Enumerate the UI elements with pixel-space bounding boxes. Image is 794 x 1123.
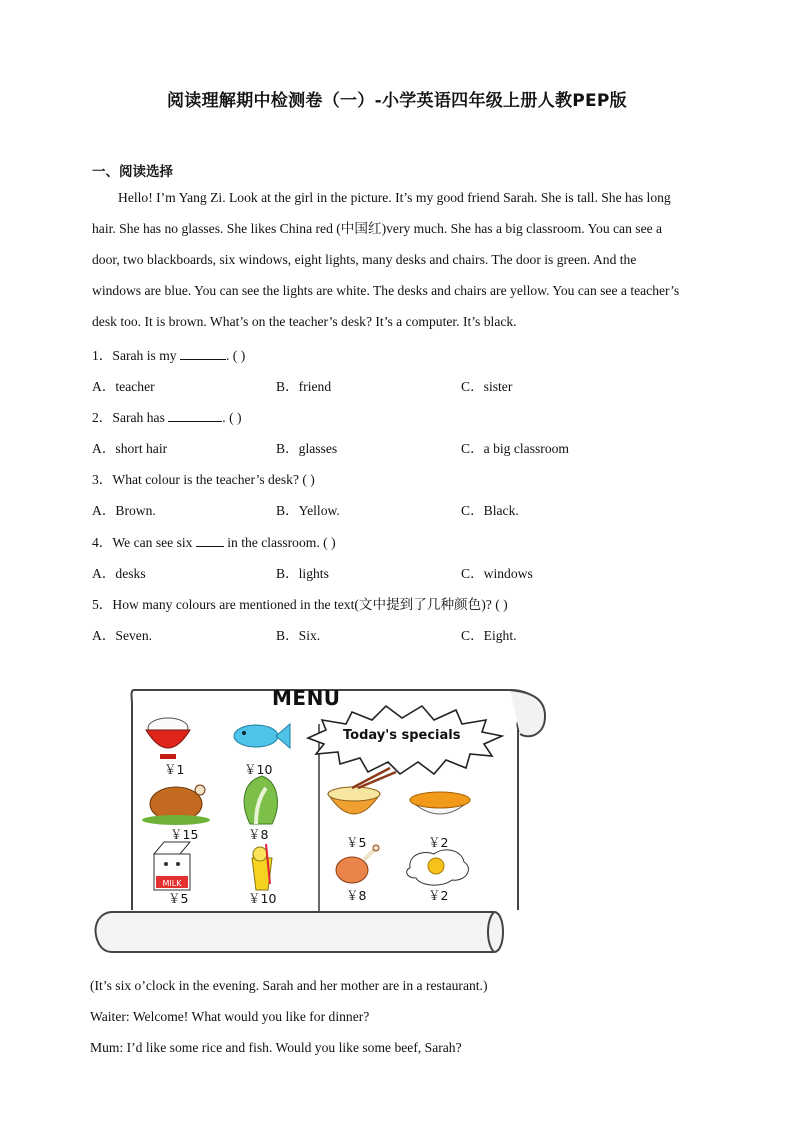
egg-icon [407, 850, 469, 885]
price-drumstick: ￥8 [346, 888, 367, 903]
question-4: 4．We can see six in the classroom. ( ) [92, 535, 336, 550]
milk-label: MILK [162, 879, 182, 888]
passage-line: hair. She has no glasses. She likes China red (中国红)very much. She has a big classroom. You can see a [92, 221, 663, 236]
menu-scroll [90, 684, 550, 956]
option-2c: C．a big classroom [461, 441, 569, 456]
noodles-icon [328, 768, 396, 814]
menu-title: MENU [272, 686, 341, 710]
dialogue-line: Waiter: Welcome! What would you like for dinner? [90, 1009, 370, 1024]
price-chicken: ￥15 [170, 827, 199, 842]
passage-line: windows are blue. You can see the lights are white. The desks and chairs are yellow. You can see a teacher’s [92, 283, 680, 298]
price-soup: ￥2 [428, 835, 449, 850]
price-milk: ￥5 [168, 891, 189, 906]
option-4a: A．desks [92, 566, 146, 581]
option-1c: C．sister [461, 379, 513, 394]
option-4b: B．lights [276, 566, 329, 581]
price-noodles: ￥5 [346, 835, 367, 850]
passage-line: desk too. It is brown. What’s on the teacher’s desk? It’s a computer. It’s black. [92, 314, 517, 329]
reading-passage [92, 182, 704, 337]
option-5c: C．Eight. [461, 628, 517, 643]
specials-label: Today's specials [343, 728, 461, 743]
passage-line: door, two blackboards, six windows, eight lights, many desks and chairs. The door is green. And the [92, 252, 637, 267]
option-5a: A．Seven. [92, 628, 153, 643]
section-heading: 一、阅读选择 [92, 164, 173, 180]
soup-icon [410, 792, 470, 814]
option-3a: A．Brown. [92, 503, 156, 518]
option-1a: A．teacher [92, 379, 155, 394]
price-vegetable: ￥8 [248, 827, 269, 842]
milk-icon [154, 842, 190, 890]
dialogue-context: (It’s six o’clock in the evening. Sarah and her mother are in a restaurant.) [90, 978, 488, 993]
price-rice: ￥1 [164, 762, 185, 777]
passage-line: Hello! I’m Yang Zi. Look at the girl in the picture. It’s my good friend Sarah. She is tall. She has long [118, 190, 671, 205]
option-4c: C．windows [461, 566, 533, 581]
question-5: 5．How many colours are mentioned in the text(文中提到了几种颜色)? ( ) [92, 597, 508, 612]
question-3: 3．What colour is the teacher’s desk? ( ) [92, 472, 315, 487]
price-fish: ￥10 [244, 762, 273, 777]
option-3b: B．Yellow. [276, 503, 340, 518]
price-juice: ￥10 [248, 891, 277, 906]
menu-illustration [90, 684, 550, 956]
option-3c: C．Black. [461, 503, 519, 518]
rice-icon [146, 718, 190, 759]
option-1b: B．friend [276, 379, 332, 394]
question-1: 1．Sarah is my . ( ) [92, 348, 246, 363]
vegetable-icon [244, 776, 277, 824]
juice-icon [252, 844, 272, 890]
fish-icon [234, 724, 290, 748]
dialogue-line: Mum: I’d like some rice and fish. Would you like some beef, Sarah? [90, 1040, 462, 1055]
option-2a: A．short hair [92, 441, 168, 456]
page-title: 阅读理解期中检测卷（一）-小学英语四年级上册人教PEP版 [167, 91, 627, 111]
option-5b: B．Six. [276, 628, 321, 643]
question-2: 2．Sarah has . ( ) [92, 410, 242, 425]
price-egg: ￥2 [428, 888, 449, 903]
option-2b: B．glasses [276, 441, 338, 456]
chicken-icon [142, 785, 210, 825]
